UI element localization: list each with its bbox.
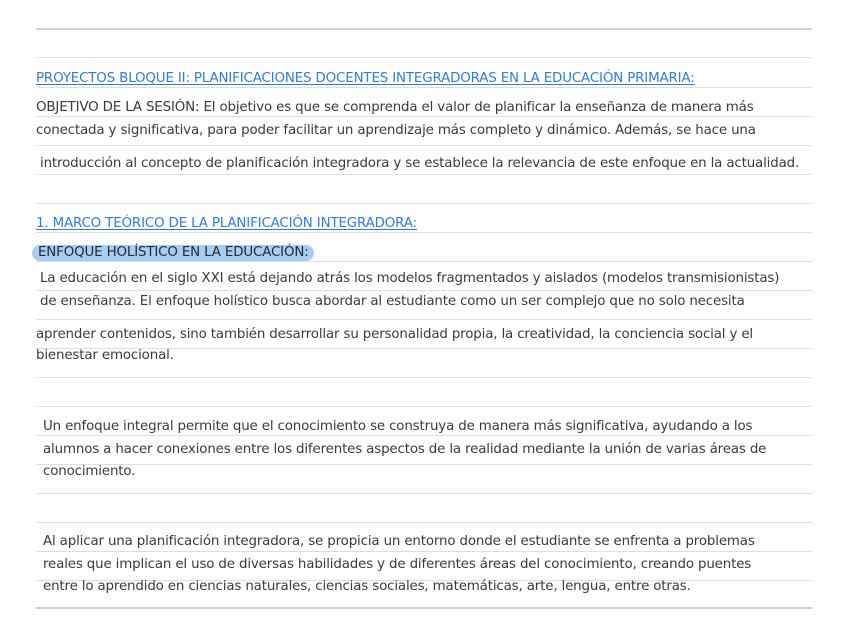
ruled-line xyxy=(36,319,812,320)
objective-line-2: conectada y significativa, para poder facilitar un aprendizaje más completo y dinámico. Además, se hace una xyxy=(36,123,756,138)
subheading: ENFOQUE HOLÍSTICO EN LA EDUCACIÓN: xyxy=(38,245,309,260)
paragraph3-line-3: entre lo aprendido en ciencias naturales, ciencias sociales, matemáticas, arte, lengua, entre otras. xyxy=(43,579,691,594)
paragraph2-line-2: alumnos a hacer conexiones entre los diferentes aspectos de la realidad mediante la unión de varias áreas de xyxy=(43,442,767,457)
ruled-line xyxy=(36,406,812,407)
ruled-line xyxy=(36,174,812,175)
objective-line-1: OBJETIVO DE LA SESIÓN: El objetivo es que se comprenda el valor de planificar la enseñanza de manera más xyxy=(36,100,754,115)
subheading-highlight xyxy=(32,245,316,263)
paragraph1-line-4: bienestar emocional. xyxy=(36,348,174,363)
paragraph3-line-1: Al aplicar una planificación integradora, se propicia un entorno donde el estudiante se enfrenta a problemas xyxy=(43,534,755,549)
ruled-line xyxy=(36,57,812,58)
paragraph1-line-3: aprender contenidos, sino también desarrollar su personalidad propia, la creatividad, la conciencia social y el xyxy=(36,327,754,342)
paragraph3-line-2: reales que implican el uso de diversas habilidades y de diferentes áreas del conocimiento, creando puentes xyxy=(43,557,752,572)
paragraph1-line-1: La educación en el siglo XXI está dejando atrás los modelos fragmentados y aislados (modelos transmisionistas) xyxy=(40,271,780,286)
top-rule xyxy=(36,28,812,30)
ruled-line xyxy=(36,493,812,494)
section-heading: 1. MARCO TEÓRICO DE LA PLANIFICACIÓN INTEGRADORA: xyxy=(36,216,417,231)
ruled-line xyxy=(36,551,812,552)
ruled-line xyxy=(36,290,812,291)
ruled-line xyxy=(36,377,812,378)
ruled-line xyxy=(36,145,812,146)
paragraph2-line-1: Un enfoque integral permite que el conocimiento se construya de manera más significativa, ayudando a los xyxy=(43,419,753,434)
paragraph1-line-2: de enseñanza. El enfoque holístico busca abordar al estudiante como un ser complejo que no solo necesita xyxy=(40,294,745,309)
bottom-rule xyxy=(36,607,812,609)
paragraph2-line-3: conocimiento. xyxy=(43,464,136,479)
objective-line-3: introducción al concepto de planificación integradora y se establece la relevancia de este enfoque en la actualidad. xyxy=(40,156,800,171)
ruled-line xyxy=(36,464,812,465)
page-title: PROYECTOS BLOQUE II: PLANIFICACIONES DOCENTES INTEGRADORAS EN LA EDUCACIÓN PRIMARIA: xyxy=(36,71,695,86)
ruled-line xyxy=(36,203,812,204)
ruled-line xyxy=(36,522,812,523)
